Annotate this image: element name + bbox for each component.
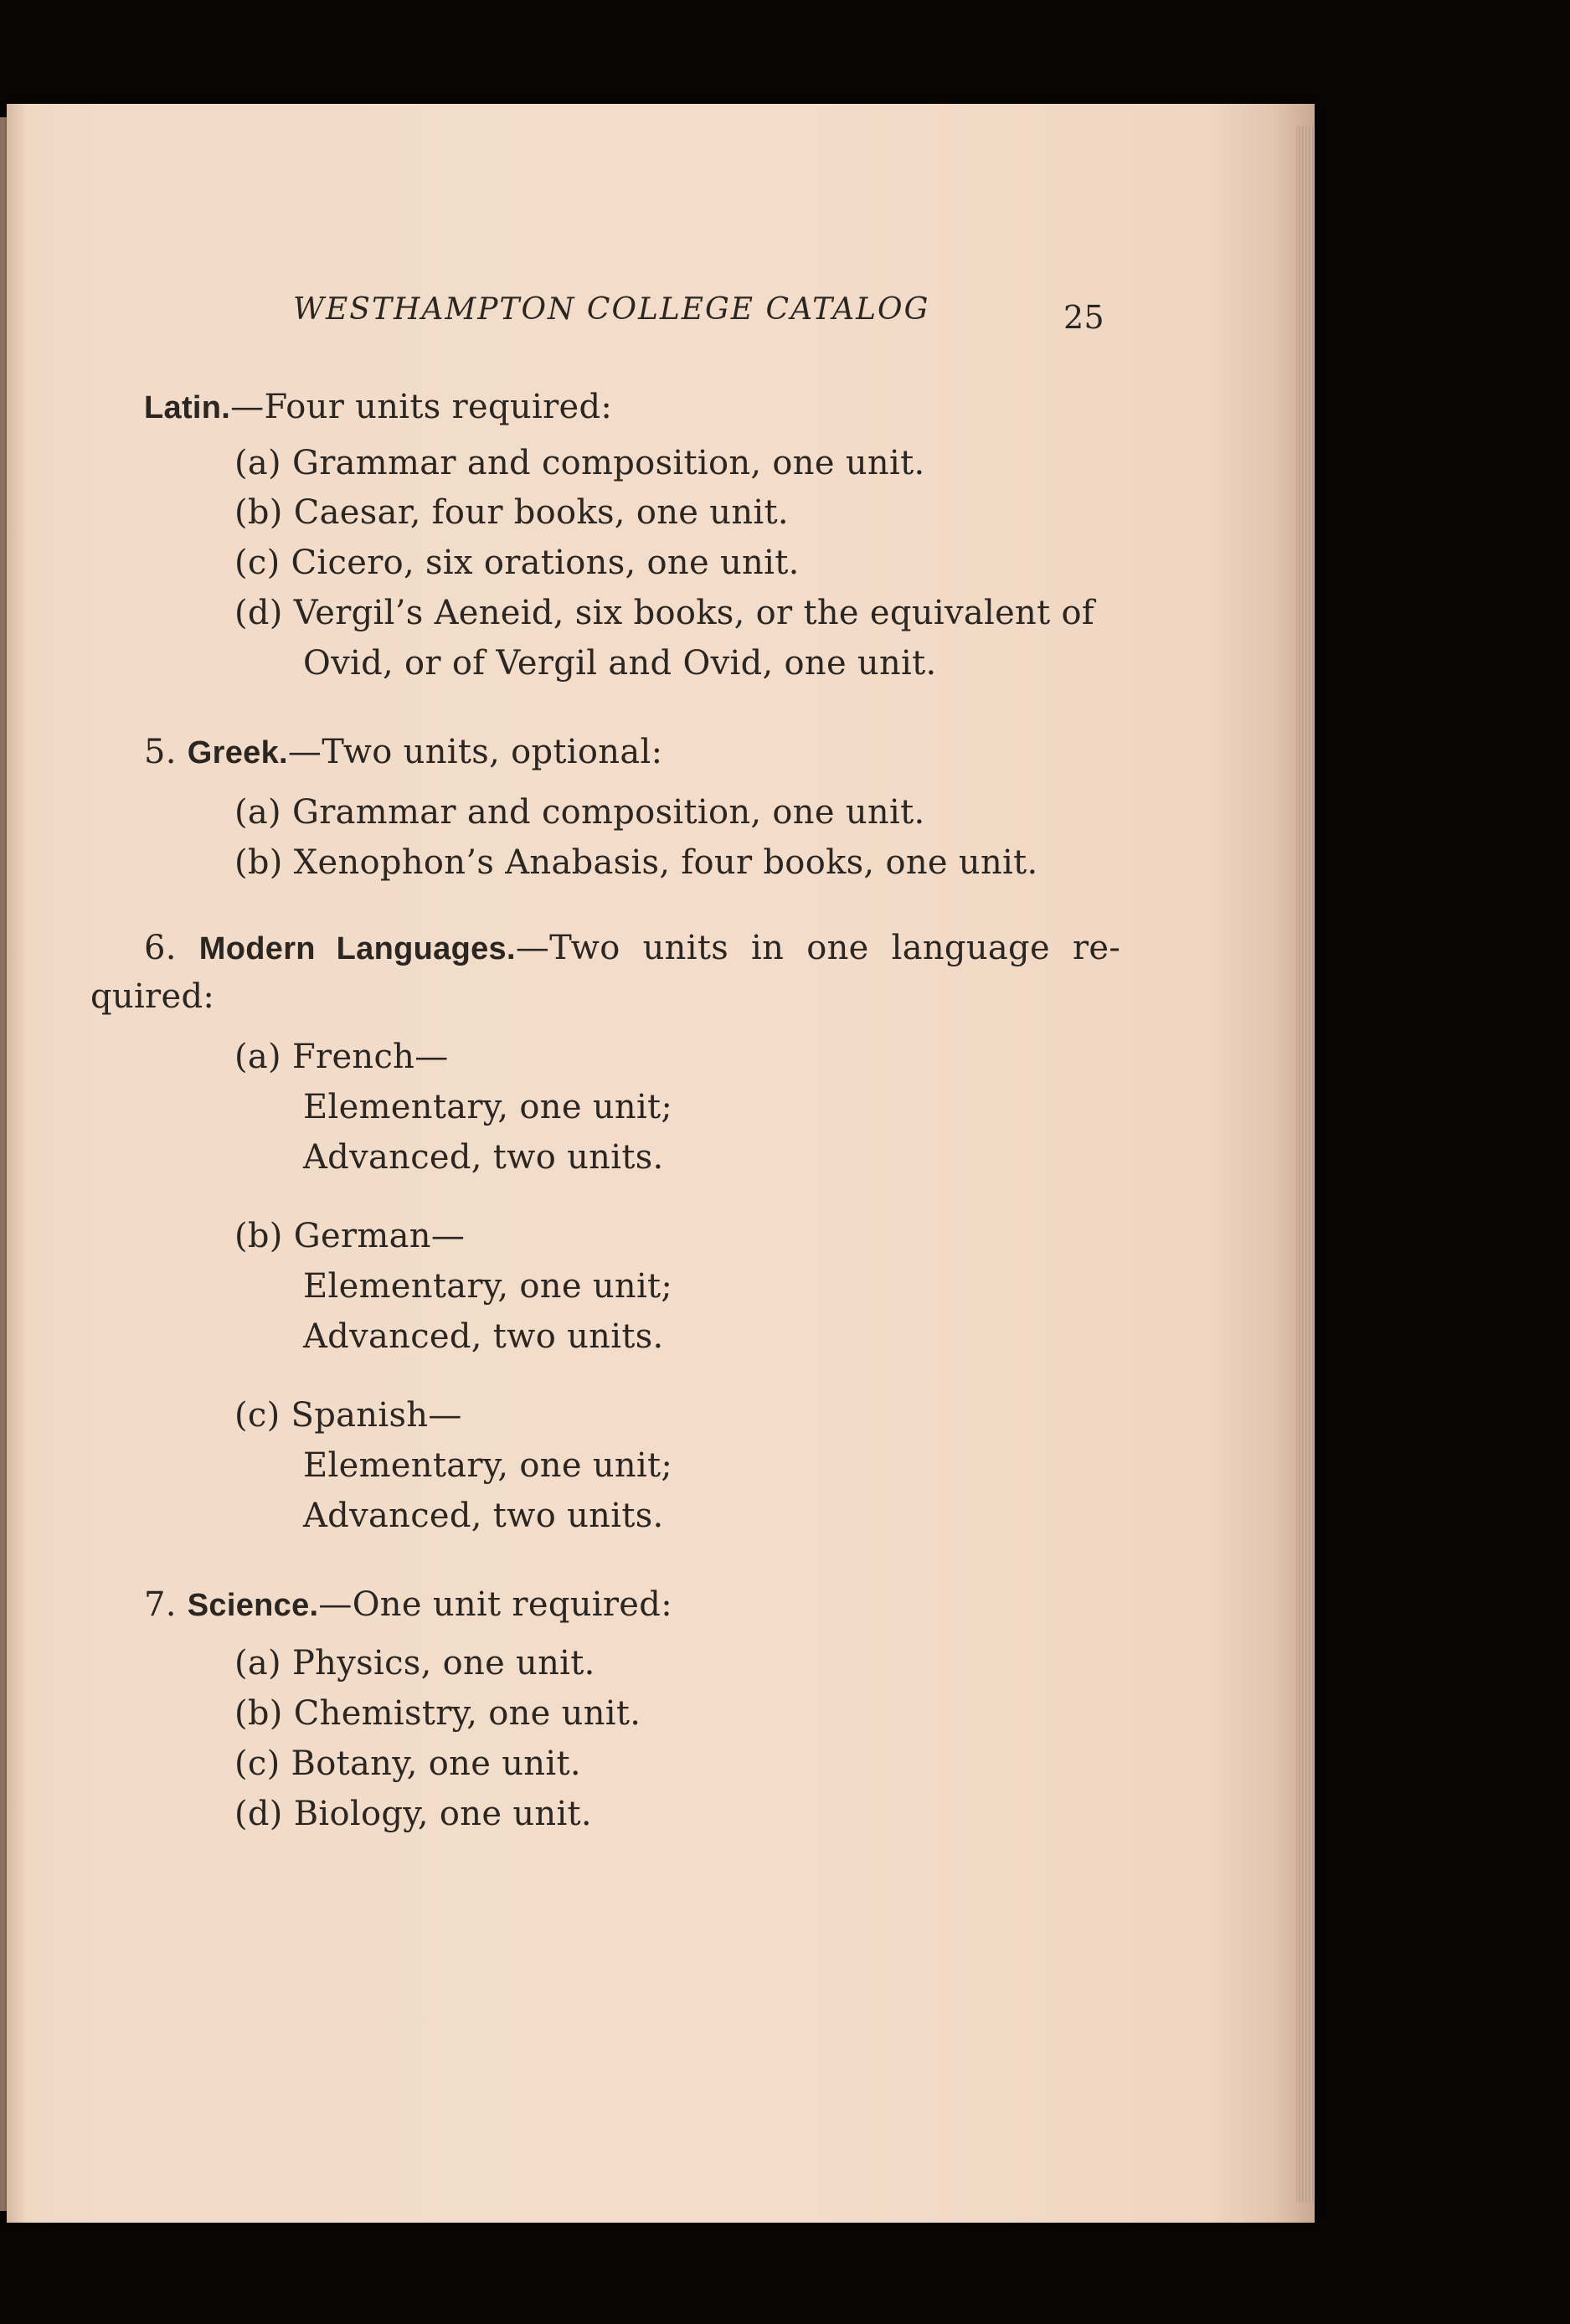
list-item-detail: Advanced, two units. — [303, 1138, 664, 1177]
science-text: —One unit required: — [318, 1585, 672, 1624]
list-item: (a) Grammar and composition, one unit. — [234, 793, 925, 832]
running-header: WESTHAMPTON COLLEGE CATALOG — [293, 292, 930, 327]
section-number: 6. — [144, 929, 177, 967]
page-number: 25 — [1063, 299, 1104, 336]
list-item: (b) Caesar, four books, one unit. — [234, 493, 789, 532]
list-item: (c) Spanish— — [234, 1396, 462, 1435]
list-item: (d) Biology, one unit. — [234, 1795, 592, 1833]
science-heading-line — [144, 1585, 672, 1624]
modern-languages-text-continued: quired: — [90, 977, 215, 1016]
page-edges — [1296, 126, 1315, 2203]
list-item: (d) Vergil’s Aeneid, six books, or the equivalent of — [234, 594, 1094, 632]
section-number: 7. — [144, 1585, 177, 1624]
list-item-detail: Elementary, one unit; — [303, 1267, 673, 1306]
list-item-detail: Advanced, two units. — [303, 1317, 664, 1356]
greek-text: —Two units, optional: — [287, 733, 663, 771]
latin-heading-line — [144, 390, 612, 424]
list-item-continued: Ovid, or of Vergil and Ovid, one unit. — [303, 644, 937, 683]
greek-heading: Greek. — [187, 735, 288, 770]
list-item: (b) German— — [234, 1217, 466, 1255]
list-item: (c) Cicero, six orations, one unit. — [234, 544, 800, 582]
latin-heading: Latin. — [144, 390, 231, 425]
latin-text: —Four units required: — [230, 388, 613, 426]
list-item-detail: Advanced, two units. — [303, 1497, 664, 1535]
list-item: (a) French— — [234, 1038, 449, 1076]
modern-languages-heading-line — [144, 931, 1120, 965]
modern-languages-heading: Modern Languages. — [198, 931, 516, 966]
list-item: (b) Xenophon’s Anabasis, four books, one unit. — [234, 843, 1038, 882]
section-number: 5. — [144, 733, 177, 771]
list-item: (a) Physics, one unit. — [234, 1644, 595, 1682]
list-item: (a) Grammar and composition, one unit. — [234, 444, 925, 482]
modern-languages-text: —Two units in one language re- — [515, 929, 1121, 967]
greek-heading-line — [144, 735, 662, 769]
list-item: (c) Botany, one unit. — [234, 1744, 581, 1783]
list-item-detail: Elementary, one unit; — [303, 1446, 673, 1485]
science-heading: Science. — [187, 1588, 319, 1623]
list-item-detail: Elementary, one unit; — [303, 1088, 673, 1126]
list-item: (b) Chemistry, one unit. — [234, 1694, 641, 1733]
